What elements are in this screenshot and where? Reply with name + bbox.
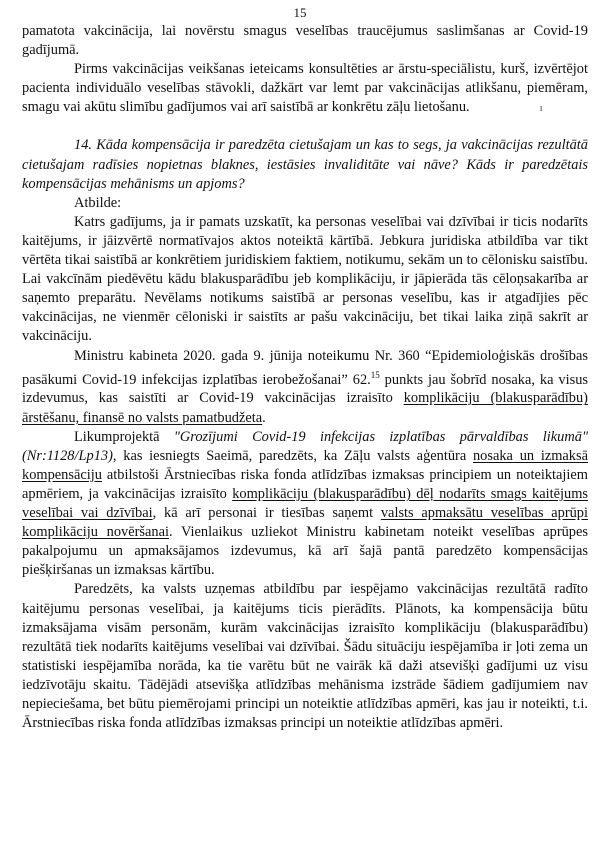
question-14: 14. Kāda kompensācija ir paredzēta cietušajam un kas to segs, ja vakcinācijas rezultātā cietušajam radīsies nopietnas blaknes, iestāsies invaliditāte vai nāve? Kāds ir paredzētais kompensācijas mehānisms un apjoms?: [22, 137, 588, 192]
regulation-text-c: .: [262, 409, 266, 426]
paragraph-consult-specialist-text: Pirms vakcinācijas veikšanas ieteicams konsultēties ar ārstu-speciālistu, kurš, izvērtējot pacienta individuālo veselības stāvokli, dažkārt var lemt par vakcinācijas atlikšanu, piemēram, smagu vai akūtu slimību gadījumos vai arī saistībā ar konkrētu zāļu lietošanu.: [22, 61, 588, 116]
paragraph-vaccination-justified: pamatota vakcinācija, lai novērstu smagus veselības traucējumus saslimšanas ar Covid-19 gadījumā.: [22, 23, 588, 59]
answer-label: Atbilde:: [74, 194, 122, 211]
paragraph-cabinet-regulation: [22, 347, 588, 428]
draft-law-title: "Grozījumi Covid-19 infekcijas izplatības pārvaldības likumā" (Nr:1128/Lp13): [22, 428, 589, 464]
draft-law-text-b: , kas iesniegts Saeimā, paredzēts, ka Zāļu valsts aģentūra: [112, 447, 473, 464]
underlined-healthcare: valsts apmaksātu veselības aprūpi komplikāciju novēršanai: [22, 505, 589, 541]
footnote-ref-15: 15: [370, 369, 380, 380]
draft-law-text-e: . Vienlaikus uzliekot Ministru kabinetam noteikt veselības aprūpes pakalpojumu un apmaksājamos izdevumus, kā arī šajā pantā paredzēto kompensācijas piešķiršanas un izmaksas kārtību.: [22, 524, 588, 579]
stray-mark: ı: [539, 102, 543, 115]
paragraph-causality: Katrs gadījums, ja ir pamats uzskatīt, ka personas veselībai vai dzīvībai ir ticis nodarīts kaitējums, ir jāizvērtē normatīvajos aktos noteiktā kārtībā. Jebkura juridiska atbildība var tikt vērtēta tikai saistībā ar konkrētiem juridiskiem faktiem, notikumu, sekām un to cēlonisku saistību. Lai vakcīnām piedēvētu kādu blakusparādību jeb komplikāciju, ir jāpierāda tās cēloņsakarība ar saņemto preparātu. Nevēlams notikums saistībā ar personas veselību, kas ir atgadījies pēc vakcinācijas, ne vienmēr cēloniski ir saistīts ar pašu vakcināciju, bet tikai laika ziņā sakrīt ar vakcināciju.: [22, 213, 588, 345]
draft-law-text-d: , kā arī personai ir tiesības saņemt: [152, 505, 381, 522]
underlined-financing: komplikāciju (blakusparādību) ārstēšanu, finansē no valsts pamatbudžeta: [22, 390, 588, 426]
draft-law-text-a: Likumprojektā: [74, 428, 174, 445]
paragraph-draft-law: [22, 428, 588, 581]
underlined-serious-harm: komplikāciju (blakusparādību) dēļ nodarīts smags kaitējums veselībai vai dzīvībai: [22, 485, 588, 522]
regulation-text-b: punkts jau šobrīd nosaka, ka visus izdevumus, kas saistīti ar Covid-19 vakcinācijas izraisīto: [22, 371, 588, 407]
regulation-text-a: Ministru kabineta 2020. gada 9. jūnija noteikumu Nr. 360 “Epidemioloģiskās drošības pasākumi Covid-19 infekcijas izplatības ierobežošanai” 62.: [22, 347, 588, 388]
page-number: 15: [293, 5, 307, 20]
underlined-compensation: nosaka un izmaksā kompensāciju: [22, 447, 588, 483]
paragraph-consult-specialist: [22, 60, 588, 118]
paragraph-state-responsibility: Paredzēts, ka valsts uzņemas atbildību par iespējamo vakcinācijas rezultātā radīto kaitējumu personas veselībai, ja kaitējums ticis pierādīts. Plānots, ka kompensācija būtu izmaksājama visām personām, kurām vakcinācijas izraisīto komplikāciju (blakusparādību) rezultātā tiek nodarīts kaitējums veselībai vai dzīvībai. Šādu situāciju iespējamība ir ļoti zema un statistiski iespējamība norāda, ka tie varētu būt ne vairāk kā daži atsevišķi gadījumi uz visu iedzīvotāju skaitu. Tādējādi atsevišķa atlīdzības mehānisma izstrāde šādiem gadījumiem nav nepieciešama, bet būtu piemērojami principi un noteiktie atlīdzības apmēri, kas jau ir noteikti, t.i. Ārstniecības riska fonda atlīdzības izmaksas principi un noteiktie atlīdzības apmēri.: [22, 581, 588, 732]
draft-law-text-c: atbilstoši Ārstniecības riska fonda atlīdzības izmaksas principiem un noteiktajiem apmēriem, ja vakcinācijas izraisīto: [22, 466, 588, 502]
document-body: [22, 22, 588, 733]
